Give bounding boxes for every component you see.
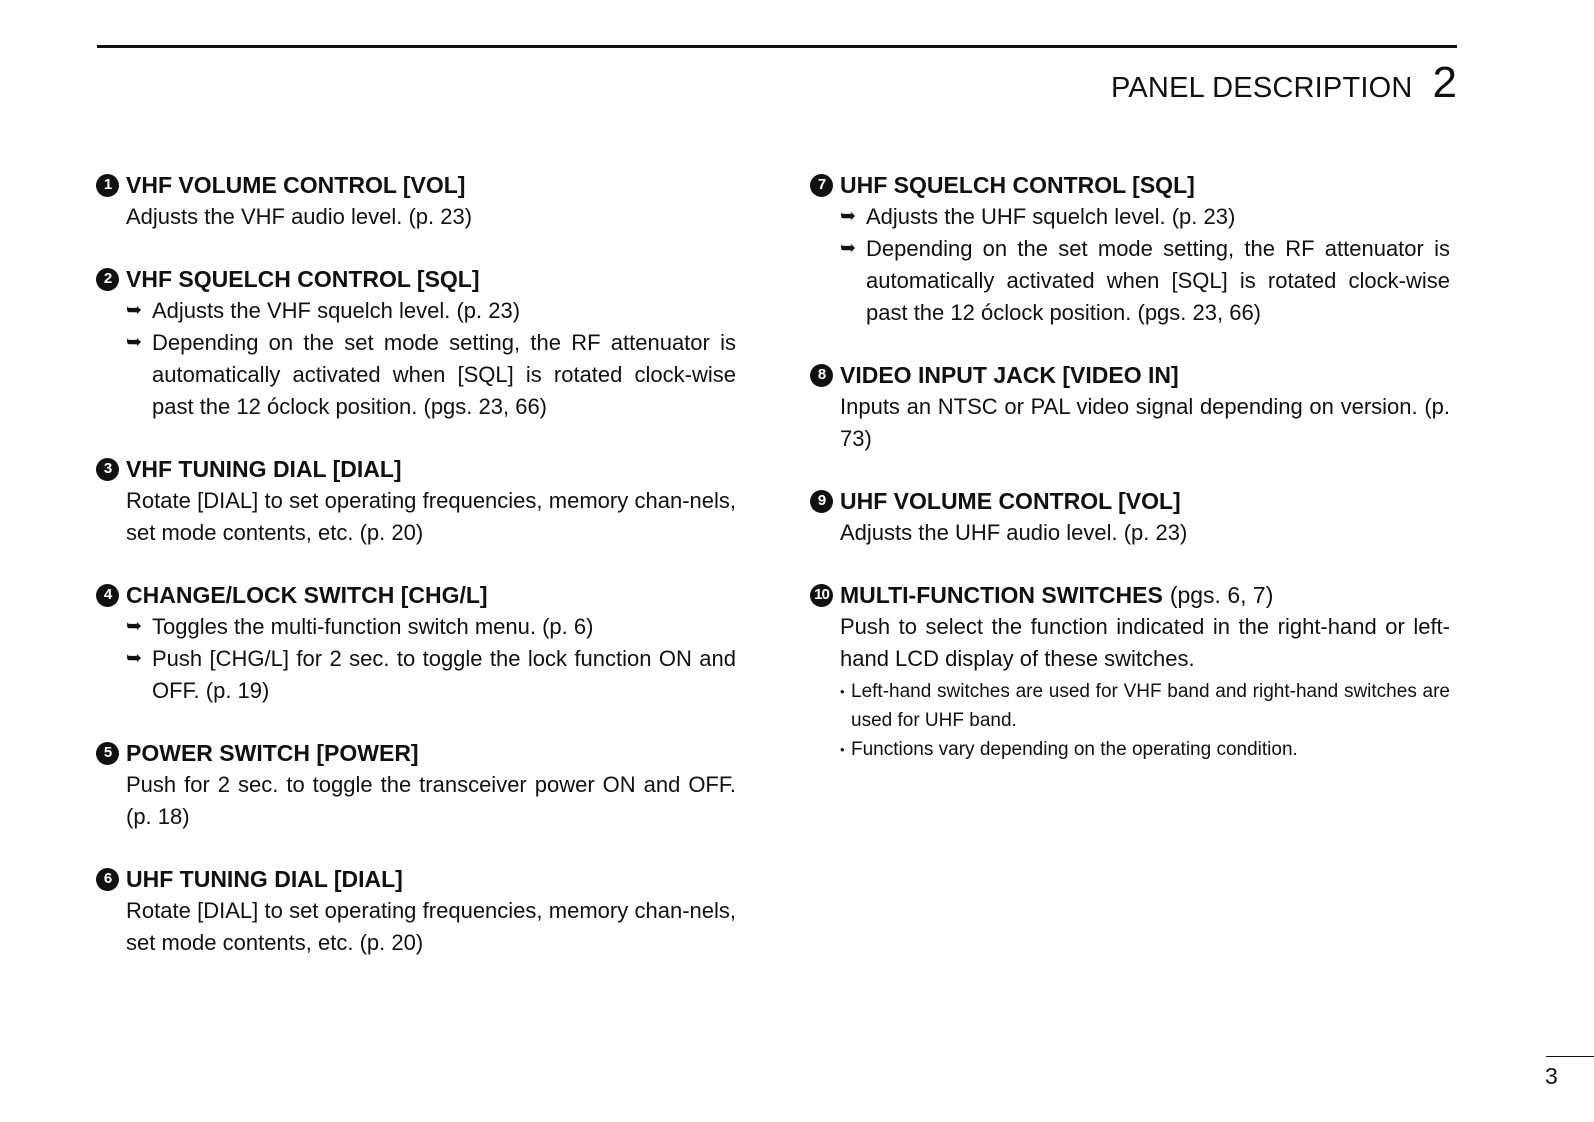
- bullet-text: Depending on the set mode setting, the RF attenuator is automatically activated when [SQL] is rotated clock-wise past the 12 óclock position. (pgs. 23, 66): [866, 236, 1450, 325]
- note-text: Functions vary depending on the operating condition.: [851, 739, 1298, 760]
- item-heading: [96, 453, 736, 485]
- item-heading: [96, 263, 736, 295]
- circled-number-icon: 10: [810, 584, 833, 607]
- item-title: POWER SWITCH [POWER]: [126, 740, 419, 766]
- item-heading: [810, 359, 1450, 391]
- footer-rule: [1546, 1056, 1594, 1057]
- item-description: Inputs an NTSC or PAL video signal depending on version. (p. 73): [840, 394, 1450, 451]
- item-description: Adjusts the UHF audio level. (p. 23): [840, 520, 1188, 545]
- item-heading: [810, 169, 1450, 201]
- item-title: MULTI-FUNCTION SWITCHES: [840, 582, 1163, 608]
- note-list: [840, 677, 1450, 764]
- item-page-refs: (pgs. 6, 7): [1169, 582, 1274, 608]
- item-heading: [810, 485, 1450, 517]
- circled-number-icon: 9: [810, 490, 833, 513]
- bullet-list: [840, 201, 1450, 329]
- bullet-list: [126, 295, 736, 423]
- item-heading: [810, 579, 1450, 611]
- circled-number-icon: 4: [96, 584, 119, 607]
- bullet-item: [126, 643, 736, 707]
- item-vhf-squelch: [96, 263, 736, 423]
- bullet-item: [126, 295, 736, 327]
- item-title: VHF VOLUME CONTROL [VOL]: [126, 172, 466, 198]
- item-title: UHF SQUELCH CONTROL [SQL]: [840, 172, 1195, 198]
- page-number: 3: [1545, 1063, 1558, 1089]
- item-vhf-volume: [96, 169, 736, 233]
- section-title: PANEL DESCRIPTION: [1111, 72, 1413, 104]
- item-change-lock-switch: [96, 579, 736, 707]
- item-title: VIDEO INPUT JACK [VIDEO IN]: [840, 362, 1179, 388]
- item-description: Rotate [DIAL] to set operating frequencies, memory chan-nels, set mode contents, etc. (p. 20): [126, 488, 736, 545]
- item-heading: [96, 737, 736, 769]
- item-heading: [96, 863, 736, 895]
- circled-number-icon: 8: [810, 364, 833, 387]
- item-title: VHF SQUELCH CONTROL [SQL]: [126, 266, 480, 292]
- item-heading: [96, 169, 736, 201]
- arrow-icon: ➥: [126, 332, 142, 353]
- right-column: [810, 169, 1450, 794]
- header-rule: [97, 45, 1457, 48]
- item-description: Adjusts the VHF audio level. (p. 23): [126, 204, 473, 229]
- arrow-icon: ➥: [126, 648, 142, 669]
- bullet-text: Adjusts the UHF squelch level. (p. 23): [866, 204, 1236, 229]
- item-uhf-squelch: [810, 169, 1450, 329]
- item-power-switch: [96, 737, 736, 833]
- item-vhf-tuning-dial: [96, 453, 736, 549]
- bullet-dot-icon: •: [840, 684, 845, 699]
- note-text: Left-hand switches are used for VHF band and right-hand switches are used for UHF band.: [851, 681, 1450, 731]
- item-heading: [96, 579, 736, 611]
- note-item: [840, 677, 1450, 735]
- circled-number-icon: 1: [96, 174, 119, 197]
- circled-number-icon: 6: [96, 868, 119, 891]
- item-uhf-volume: [810, 485, 1450, 549]
- bullet-item: [126, 611, 736, 643]
- circled-number-icon: 5: [96, 742, 119, 765]
- left-column: [96, 169, 736, 989]
- bullet-text: Toggles the multi-function switch menu. (p. 6): [152, 614, 594, 639]
- chapter-number: 2: [1432, 58, 1457, 107]
- item-video-input-jack: [810, 359, 1450, 455]
- bullet-text: Adjusts the VHF squelch level. (p. 23): [152, 298, 521, 323]
- bullet-item: [126, 327, 736, 423]
- arrow-icon: ➥: [840, 206, 856, 227]
- bullet-item: [840, 233, 1450, 329]
- bullet-text: Depending on the set mode setting, the RF attenuator is automatically activated when [SQL] is rotated clock-wise past the 12 óclock position. (pgs. 23, 66): [152, 330, 736, 419]
- bullet-dot-icon: •: [840, 742, 845, 757]
- item-title: CHANGE/LOCK SWITCH [CHG/L]: [126, 582, 488, 608]
- item-description: Push for 2 sec. to toggle the transceiver power ON and OFF. (p. 18): [126, 772, 736, 829]
- circled-number-icon: 3: [96, 458, 119, 481]
- item-title: VHF TUNING DIAL [DIAL]: [126, 456, 402, 482]
- bullet-list: [126, 611, 736, 707]
- arrow-icon: ➥: [126, 300, 142, 321]
- arrow-icon: ➥: [840, 238, 856, 259]
- item-multi-function-switches: [810, 579, 1450, 764]
- circled-number-icon: 2: [96, 268, 119, 291]
- item-uhf-tuning-dial: [96, 863, 736, 959]
- page-header: [1111, 58, 1457, 108]
- bullet-item: [840, 201, 1450, 233]
- bullet-text: Push [CHG/L] for 2 sec. to toggle the lock function ON and OFF. (p. 19): [152, 646, 736, 703]
- item-description: Rotate [DIAL] to set operating frequencies, memory chan-nels, set mode contents, etc. (p. 20): [126, 898, 736, 955]
- item-description: Push to select the function indicated in the right-hand or left-hand LCD display of these switches.: [840, 614, 1450, 671]
- note-item: [840, 735, 1450, 764]
- item-title: UHF TUNING DIAL [DIAL]: [126, 866, 403, 892]
- circled-number-icon: 7: [810, 174, 833, 197]
- item-title: UHF VOLUME CONTROL [VOL]: [840, 488, 1181, 514]
- arrow-icon: ➥: [126, 616, 142, 637]
